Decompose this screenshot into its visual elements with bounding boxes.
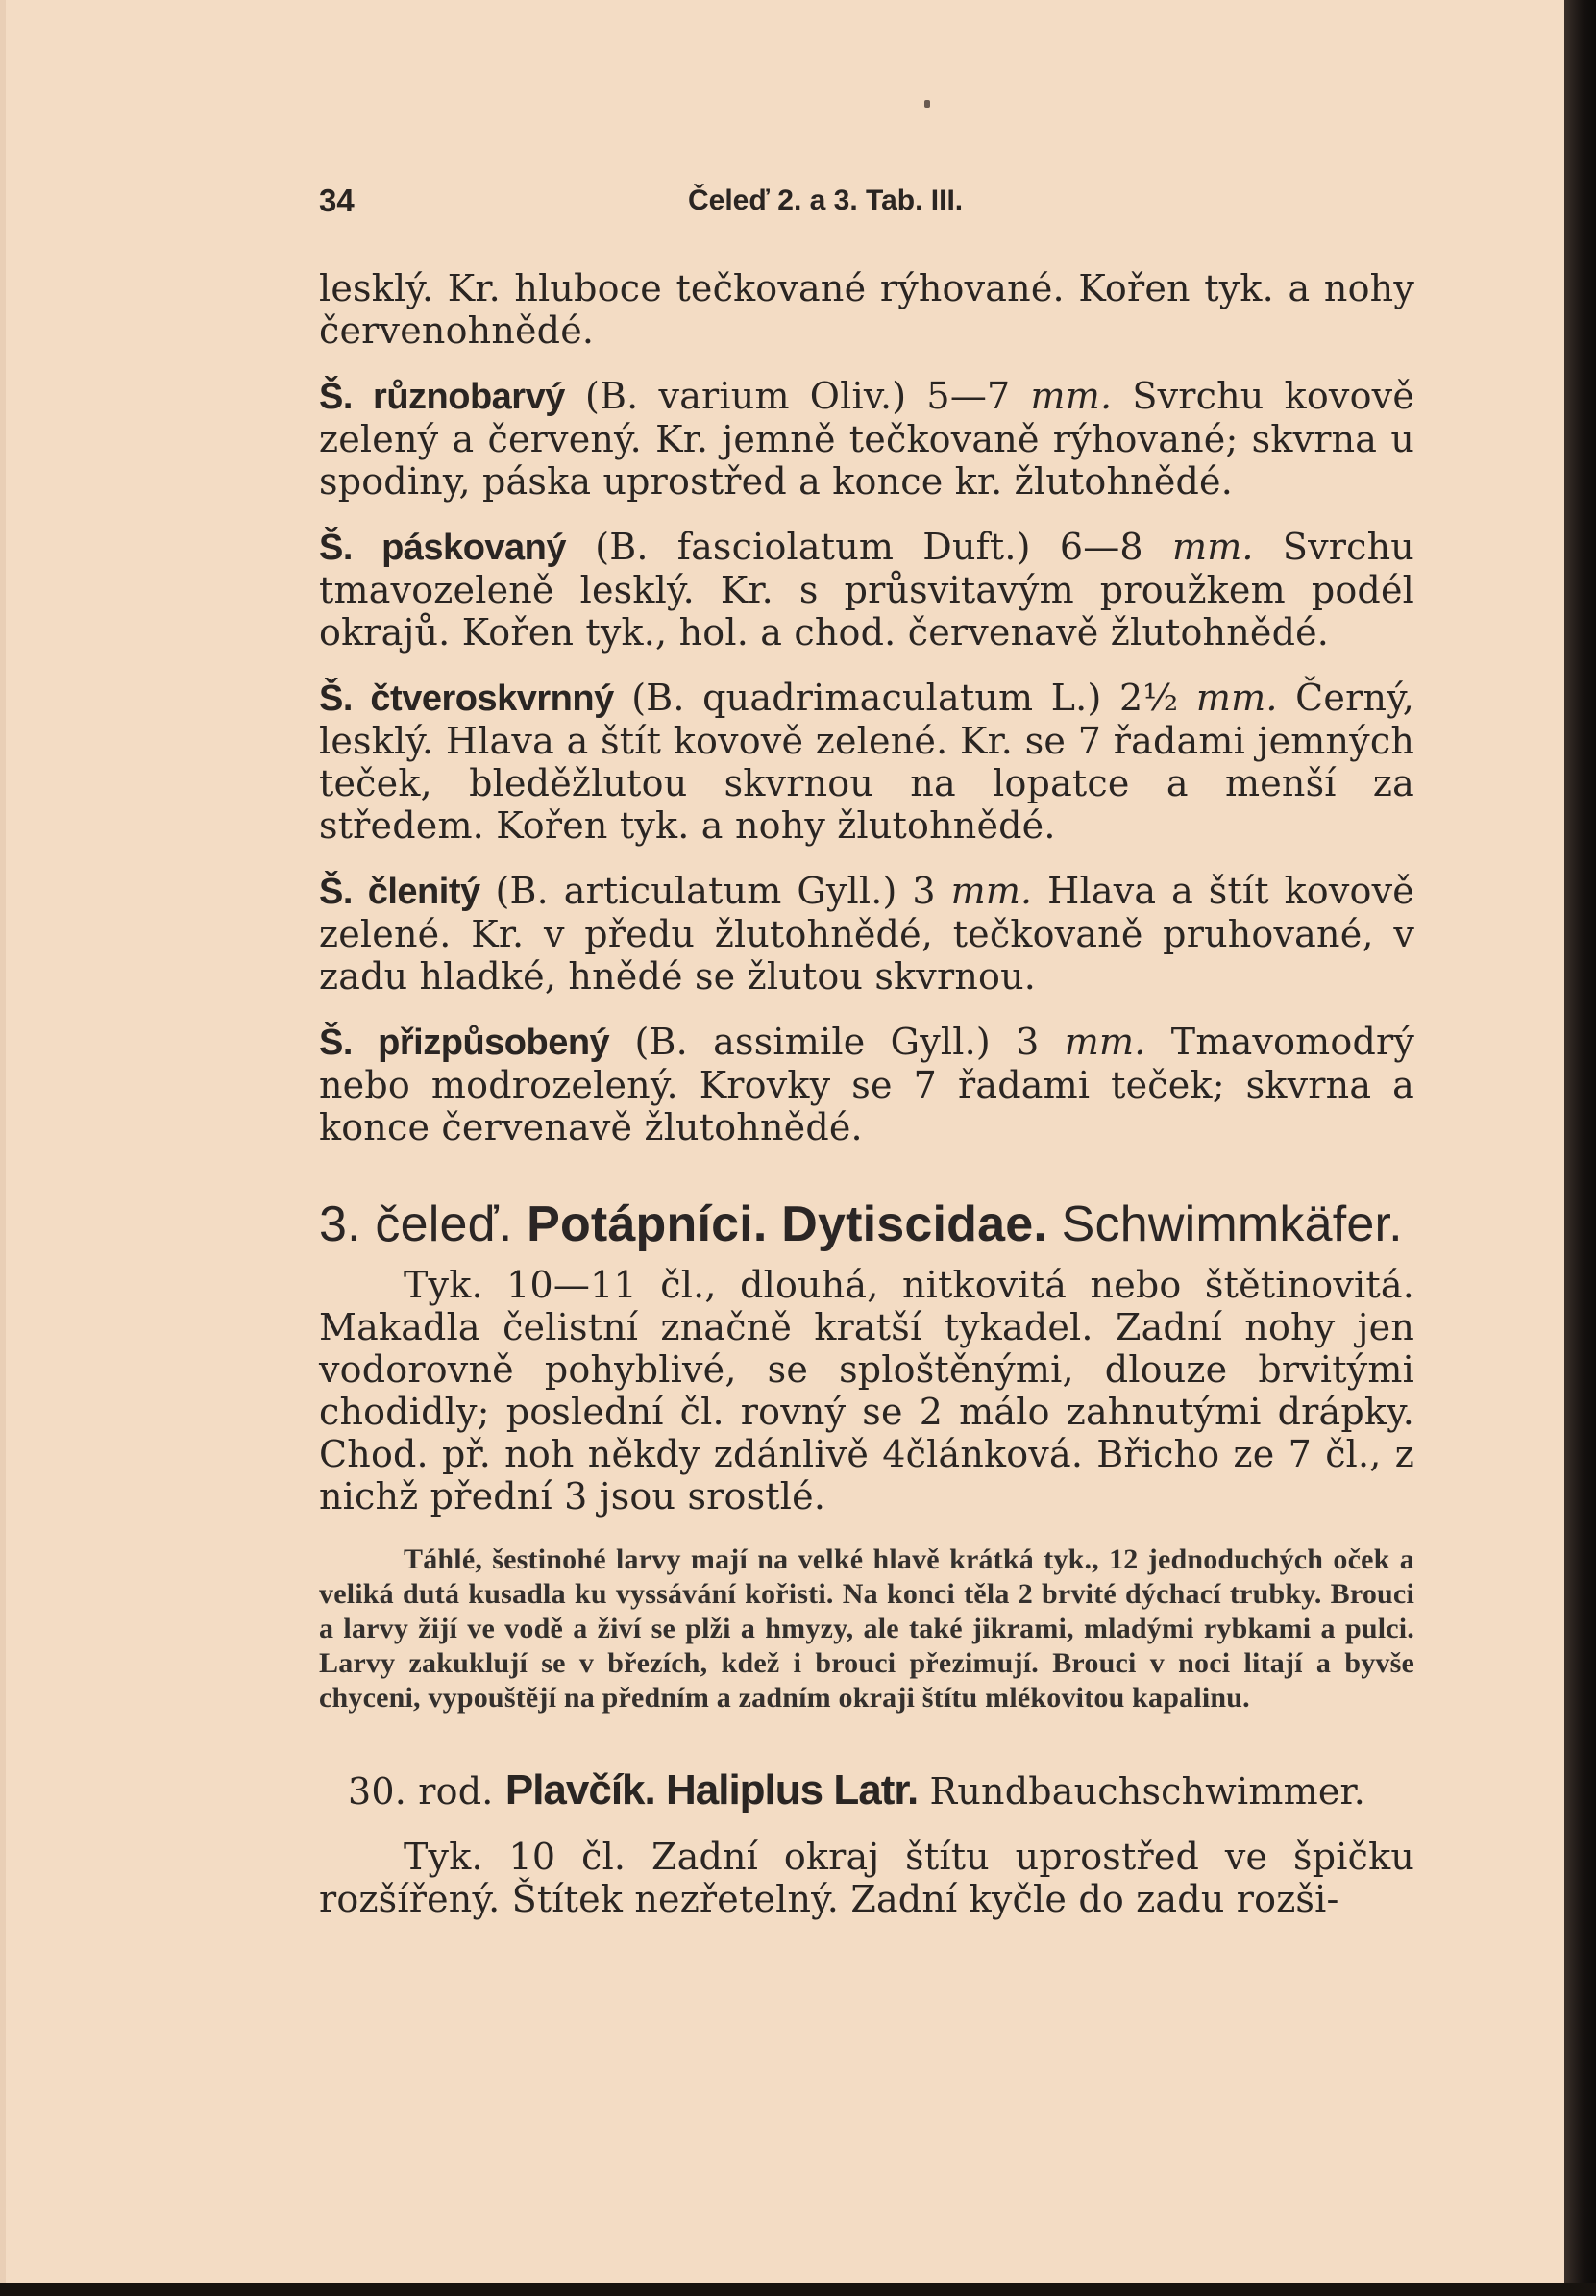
species-name: různobarvý (373, 377, 565, 417)
unit: mm. (950, 870, 1033, 912)
species-description: Svrchu kovově zelený a červený. Kr. jemně tečkovaně rýhované; skvrna u spodiny, páska uprostřed a konce kr. žlutohnědé. (319, 375, 1415, 503)
family-heading (319, 1195, 1414, 1254)
species-entry (319, 677, 1414, 847)
family-number: 3. čeleď. (319, 1197, 513, 1252)
genus-abbrev: Š. (319, 872, 353, 912)
genus-abbrev: Š. (319, 1023, 353, 1063)
genus-abbrev: Š. (319, 679, 353, 719)
family-latin-name: Dytiscidae. (781, 1197, 1047, 1252)
genus-abbrev: Š. (319, 377, 353, 417)
species-name: páskovaný (381, 528, 567, 568)
larvae-note: Táhlé, šestinohé larvy mají na velké hlavě krátká tyk., 12 jednoduchých oček a veliká dutá kusadla ku vyssávání kořisti. Na konci těla 2 brvité dýchací trubky. Brouci a larvy žijí ve vodě a živí se plži a hmyzy, ale také jikrami, mladými rybkami a pulci. Larvy zakuklují se v březích, kdež i brouci přezimují. Brouci v noci litají a byvše chyceni, vypouštějí na předním a zadním okraji štítu mlékovitou kapalinu. (319, 1543, 1414, 1714)
species-entry (319, 1021, 1414, 1148)
species-name: členitý (367, 872, 480, 912)
latin-name: (B. articulatum Gyll.) 3 (495, 870, 936, 912)
body-text (319, 267, 1414, 1920)
species-entry (319, 870, 1414, 998)
unit: mm. (1030, 375, 1113, 417)
print-speck (924, 100, 930, 108)
species-description: Hlava a štít kovově zelené. Kr. v předu žlutohnědé, tečkovaně pruhované, v zadu hladké, hnědé se žlutou skvrnou. (319, 870, 1414, 998)
genus-number: 30. rod. (348, 1770, 494, 1813)
unit: mm. (1064, 1021, 1146, 1063)
species-entry (319, 375, 1414, 503)
latin-name: (B. quadrimaculatum L.) 2½ (631, 677, 1179, 719)
species-description: Svrchu tmavozeleně lesklý. Kr. s průsvitavým proužkem podél okrajů. Kořen tyk., hol. a chod. červenavě žlutohnědé. (319, 526, 1414, 654)
page-number: 34 (319, 183, 355, 218)
family-german-name: Schwimmkäfer. (1061, 1197, 1403, 1252)
genus-name: Plavčík. Haliplus Latr. (504, 1766, 919, 1814)
unit: mm. (1171, 526, 1254, 568)
latin-name: (B. fasciolatum Duft.) 6—8 (595, 526, 1143, 568)
genus-abbrev: Š. (319, 528, 353, 568)
intro-paragraph: lesklý. Kr. hluboce tečkované rýhované. Kořen tyk. a nohy červenohnědé. (319, 267, 1414, 352)
species-name: přizpůsobený (378, 1023, 610, 1063)
species-name: čtveroskvrnný (370, 679, 614, 719)
page-bottom-edge (0, 2283, 1596, 2296)
unit: mm. (1195, 677, 1278, 719)
family-description: Tyk. 10—11 čl., dlouhá, nitkovitá nebo štětinovitá. Makadla čelistní značně kratší tykadel. Zadní nohy jen vodorovně pohyblivé, se sploštěnými, dlouze brvitými chodidly; poslední čl. rovný se 2 málo zahnutými drápky. Chod. př. noh někdy zdánlivě 4článková. Břicho ze 7 čl., z nichž přední 3 jsou srostlé. (319, 1264, 1414, 1518)
latin-name: (B. assimile Gyll.) 3 (634, 1021, 1040, 1063)
running-header (319, 173, 1414, 221)
running-title: Čeleď 2. a 3. Tab. III. (688, 185, 964, 216)
family-czech-name: Potápníci. (527, 1197, 768, 1252)
genus-description: Tyk. 10 čl. Zadní okraj štítu uprostřed ve špičku rozšířený. Štítek nezřetelný. Zadní kyčle do zadu rozši- (319, 1836, 1414, 1920)
species-description: Tmavomodrý nebo modrozelený. Krovky se 7 řadami teček; skvrna a konce červenavě žlutohnědé. (319, 1021, 1415, 1148)
species-description: Černý, lesklý. Hlava a štít kovově zelené. Kr. se 7 řadami jemných teček, bleděžlutou skvrnou na lopatce a menší za středem. Kořen tyk. a nohy žlutohnědé. (319, 677, 1415, 847)
page-content (319, 173, 1414, 1920)
species-entry (319, 526, 1414, 654)
latin-name: (B. varium Oliv.) 5—7 (584, 375, 1011, 417)
genus-german-name: Rundbauchschwimmer. (929, 1770, 1366, 1813)
page-edge-shadow (1564, 0, 1596, 2296)
genus-heading (319, 1767, 1414, 1815)
